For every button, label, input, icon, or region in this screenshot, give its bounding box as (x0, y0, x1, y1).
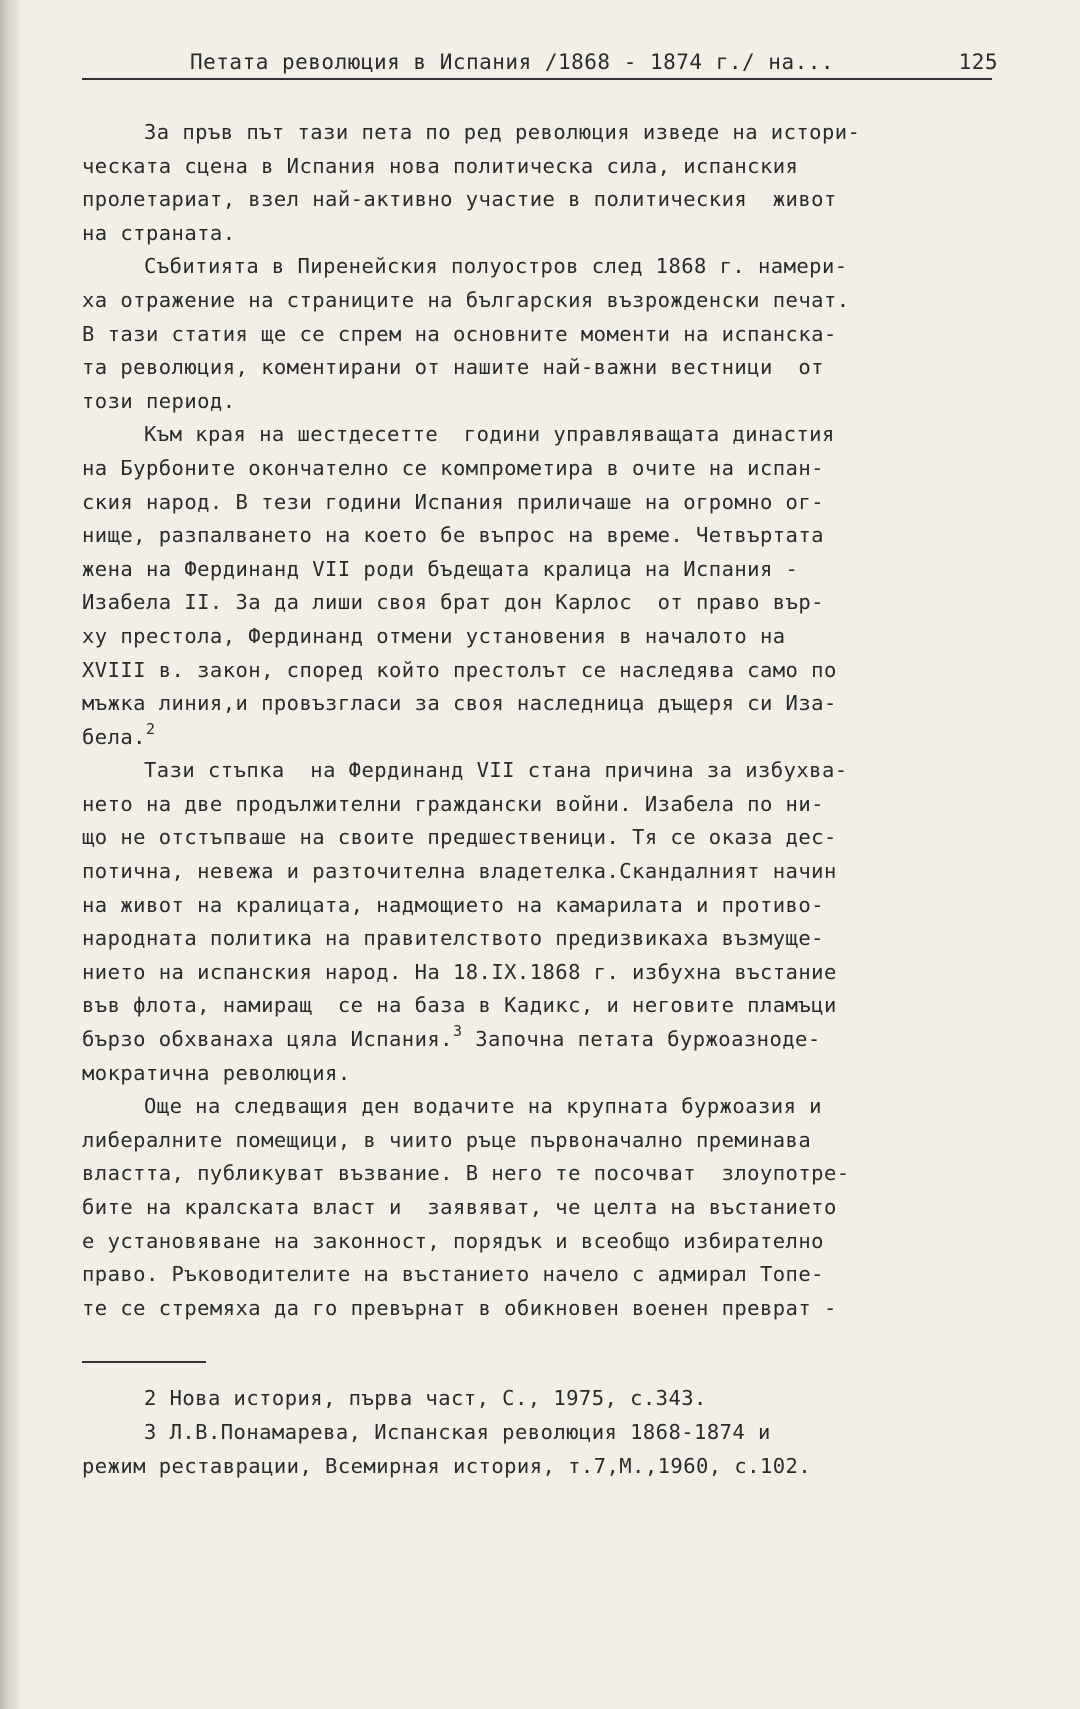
text-line: В тази статия ще се спрем на основните моменти на испанска- (82, 321, 837, 346)
text-line: властта, публикуват възвание. В него те посочват злоупотре- (82, 1161, 850, 1186)
text-line: мъжка линия,и провъзгласи за своя наследница дъщеря си Иза- (82, 691, 837, 716)
text-line: потична, невежа и разточителна владетелка.Скандалният начин (82, 859, 837, 884)
text-line: Тази стъпка на Фердинанд VII стана причина за избухва- (144, 758, 848, 783)
text-line: този период. (82, 388, 236, 413)
footnote-rule (82, 1361, 206, 1363)
text-line: Събитията в Пиренейския полуостров след 1868 г. намери- (144, 254, 848, 279)
text-line: За пръв път тази пета по ред революция изведе на истори- (144, 120, 861, 144)
text-line-with-footnote (82, 1023, 1012, 1057)
text-line: на живот на кралицата, надмощието на камарилата и противо- (82, 892, 824, 917)
footnote-ref-2: 2 (145, 719, 156, 738)
text-line: на Бурбоните окончателно се компрометира в очите на испан- (82, 455, 824, 480)
text-line: XVIII в. закон, според който престолът се наследява само по (82, 657, 837, 682)
text-line: Още на следващия ден водачите на крупната буржоазия и (144, 1094, 822, 1119)
text-line: във флота, намиращ се на база в Кадикс, и неговите пламъци (82, 993, 837, 1018)
text-line: жена на Фердинанд VII роди бъдещата кралица на Испания - (82, 556, 799, 581)
footnote-2: 2 Нова история, първа част, С., 1975, с.343. (144, 1386, 707, 1410)
text-line: Изабела II. За да лиши своя брат дон Карлос от право вър- (82, 590, 824, 615)
text-segment: Започна петата буржоазноде- (462, 1027, 821, 1052)
text-line: що не отстъпваше на своите предшественици. Тя се оказа дес- (82, 825, 837, 850)
running-title: Петата революция в Испания /1868 - 1874 г./ на... (190, 50, 835, 74)
text-line: пролетариат, взел най-активно участие в политическия живот (82, 187, 837, 212)
text-line-with-footnote (82, 721, 1012, 755)
text-line: нето на две продължителни граждански войни. Изабела по ни- (82, 791, 824, 816)
text-line: нието на испанския народ. На 18.IX.1868 г. избухна въстание (82, 959, 837, 984)
text-line: ческата сцена в Испания нова политическа сила, испанския (82, 153, 799, 178)
text-line: ху престола, Фердинанд отмени установения в началото на (82, 623, 786, 648)
running-header (82, 48, 1002, 78)
text-line: народната политика на правителството предизвикаха възмуще- (82, 926, 824, 951)
text-line: ския народ. В тези години Испания приличаше на огромно ог- (82, 489, 824, 514)
text-line: ха отражение на страниците на българския възрожденски печат. (82, 287, 850, 312)
footnote-ref-3: 3 (452, 1022, 463, 1041)
text-line: Към края на шестдесетте години управляващата династия (144, 422, 835, 447)
header-rule (82, 78, 992, 80)
text-line: та революция, коментирани от нашите най-важни вестници от (82, 355, 824, 380)
text-segment: бела. (82, 724, 146, 749)
text-line: либералните помещици, в чиито ръце първоначално преминава (82, 1127, 812, 1152)
text-line: на страната. (82, 220, 236, 245)
page-number: 125 (958, 50, 998, 74)
text-line: е установяване на законност, порядък и всеобщо избирателно (82, 1228, 824, 1253)
text-line: нище, разпалването на което бе въпрос на време. Четвъртата (82, 523, 824, 548)
text-line: мократична революция. (82, 1060, 351, 1085)
body-text (82, 116, 1012, 1325)
footnote-3-continued: режим реставрации, Всемирная история, т.7,М.,1960, с.102. (82, 1454, 812, 1478)
text-line: те се стремяха да го превърнат в обикновен военен преврат - (82, 1295, 837, 1320)
footnote-3: 3 Л.В.Понамарева, Испанская революция 1868-1874 и (144, 1420, 771, 1444)
text-segment: бързо обхванаха цяла Испания. (82, 1027, 453, 1052)
text-line: право. Ръководителите на въстанието начело с адмирал Топе- (82, 1262, 824, 1287)
text-line: бите на кралската власт и заявяват, че целта на въстанието (82, 1195, 837, 1219)
footnotes (82, 1381, 1012, 1483)
